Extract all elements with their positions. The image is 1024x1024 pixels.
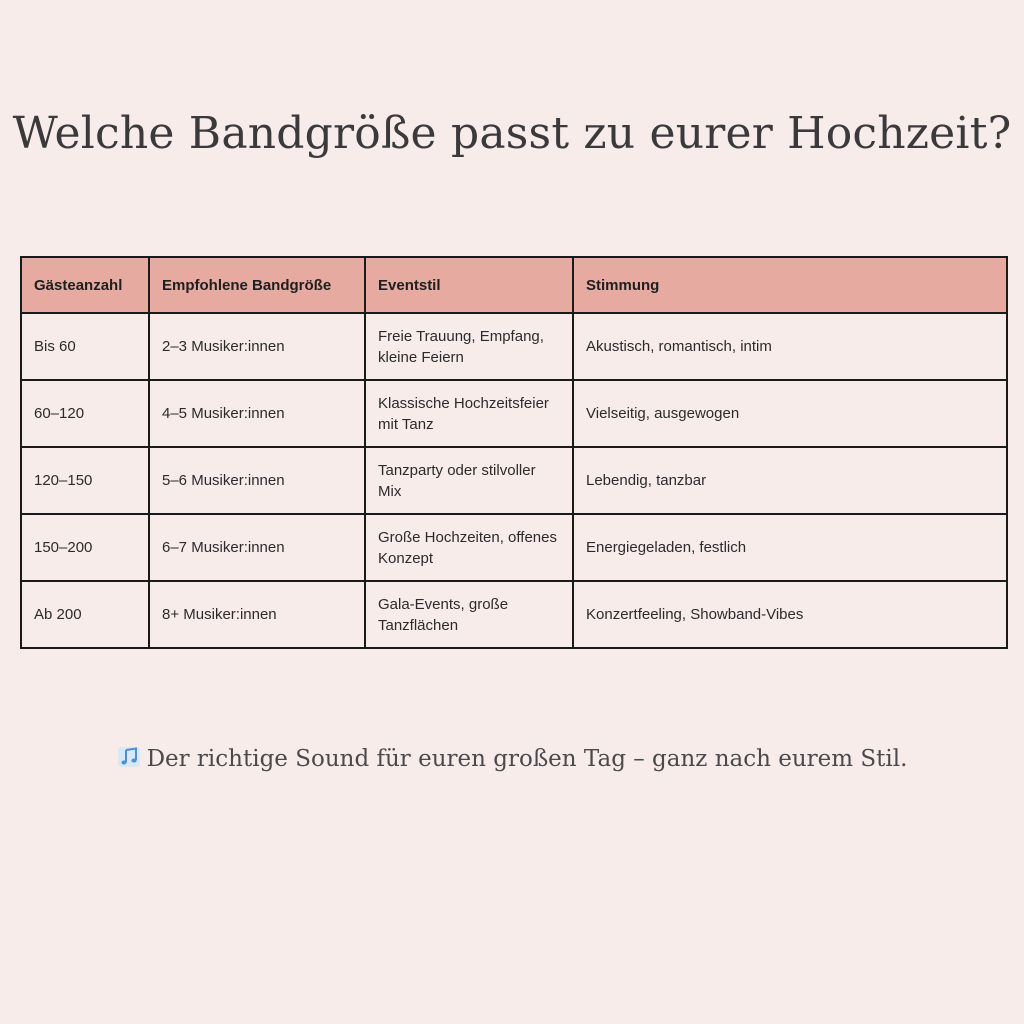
cell-guest-count: Ab 200 [21,581,149,648]
cell-event-style: Tanzparty oder stilvoller Mix [365,447,573,514]
table-header-row [21,257,1007,313]
cell-mood: Akustisch, romantisch, intim [573,313,1007,380]
music-notes-icon [117,746,141,774]
cell-guest-count: 60–120 [21,380,149,447]
cell-band-size: 2–3 Musiker:innen [149,313,365,380]
header-mood: Stimmung [573,257,1007,313]
footer-tagline [0,746,1024,774]
page-title: Welche Bandgröße passt zu eurer Hochzeit? [12,108,1012,159]
cell-event-style: Gala-Events, große Tanzflächen [365,581,573,648]
cell-mood: Lebendig, tanzbar [573,447,1007,514]
cell-band-size: 4–5 Musiker:innen [149,380,365,447]
cell-mood: Energiegeladen, festlich [573,514,1007,581]
cell-mood: Konzertfeeling, Showband-Vibes [573,581,1007,648]
band-size-table [20,256,1008,649]
table-row [21,380,1007,447]
header-event-style: Eventstil [365,257,573,313]
footer-text: Der richtige Sound für euren großen Tag – ganz nach eurem Stil. [146,746,908,772]
table-row [21,447,1007,514]
cell-event-style: Große Hochzeiten, offenes Konzept [365,514,573,581]
cell-event-style: Klassische Hochzeitsfeier mit Tanz [365,380,573,447]
table-row [21,514,1007,581]
cell-guest-count: Bis 60 [21,313,149,380]
header-guest-count: Gästeanzahl [21,257,149,313]
cell-mood: Vielseitig, ausgewogen [573,380,1007,447]
cell-event-style: Freie Trauung, Empfang, kleine Feiern [365,313,573,380]
cell-band-size: 6–7 Musiker:innen [149,514,365,581]
cell-guest-count: 150–200 [21,514,149,581]
cell-band-size: 5–6 Musiker:innen [149,447,365,514]
header-band-size: Empfohlene Bandgröße [149,257,365,313]
cell-band-size: 8+ Musiker:innen [149,581,365,648]
cell-guest-count: 120–150 [21,447,149,514]
table-row [21,313,1007,380]
table-row [21,581,1007,648]
